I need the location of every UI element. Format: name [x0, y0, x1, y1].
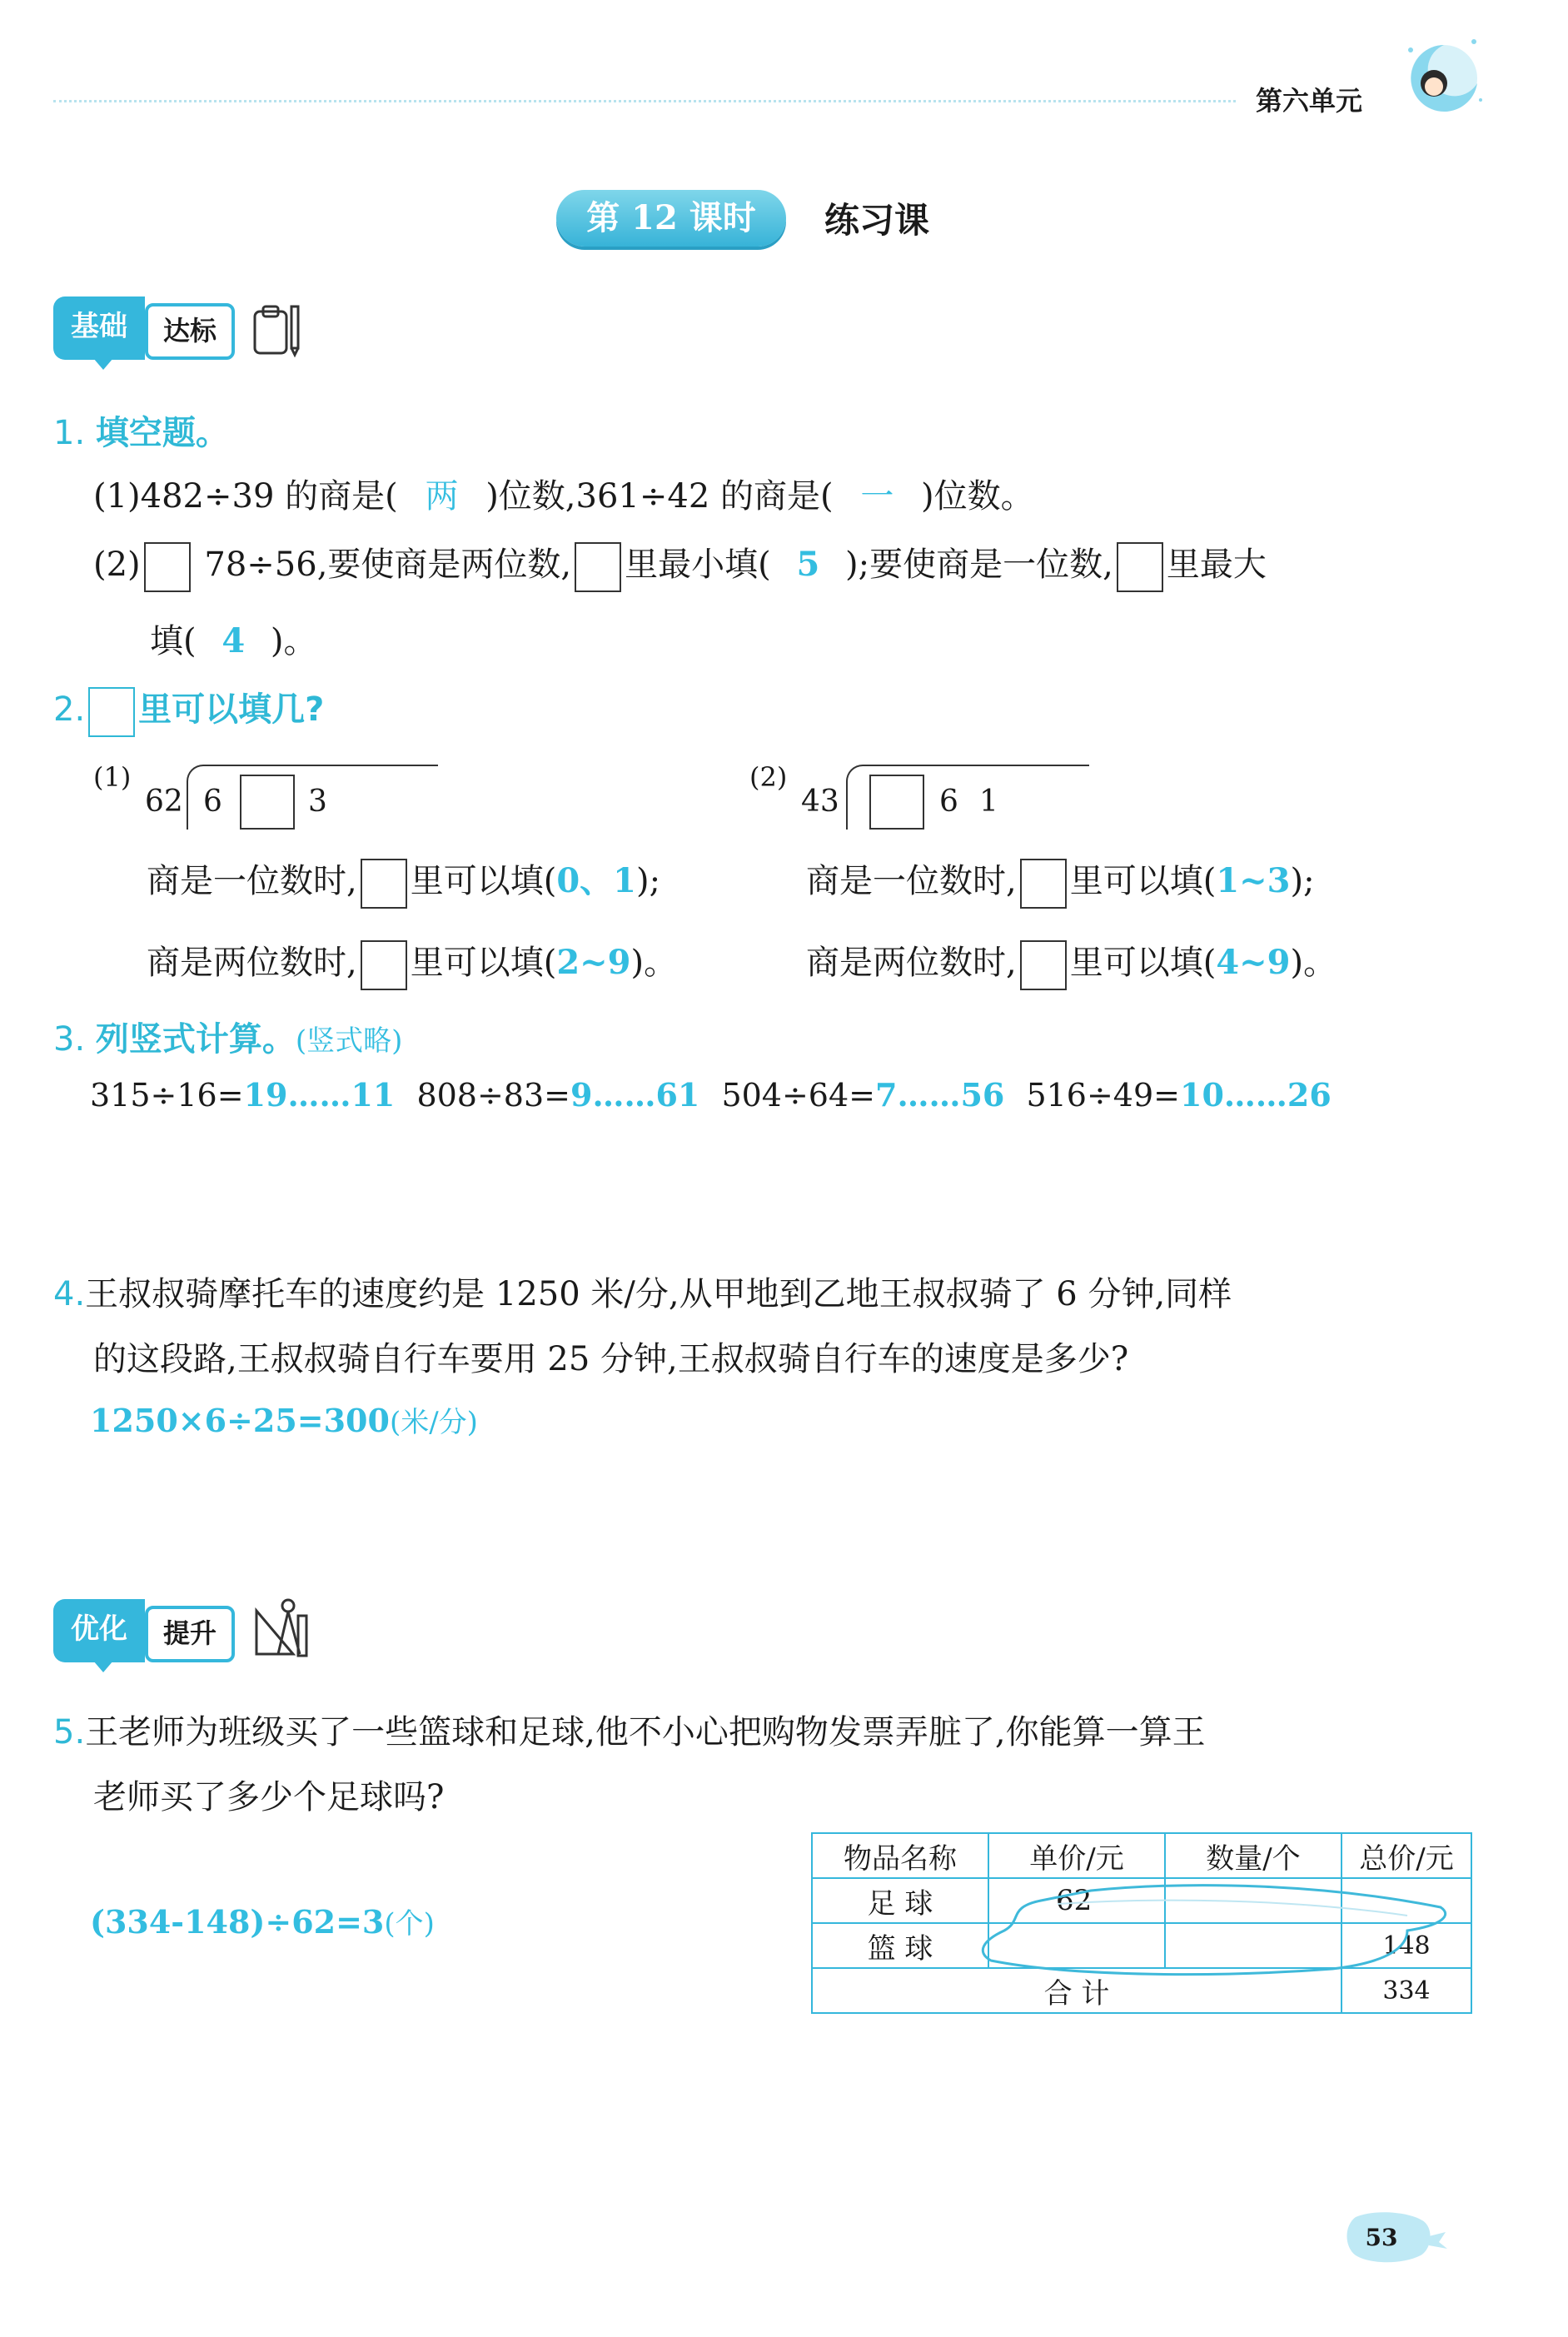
q2-a-label: (1) [93, 761, 132, 793]
q1-part2-text-c: 里最小填( [625, 546, 771, 584]
blank-box [1020, 940, 1067, 990]
q1-part2-text-e: 里最大 [1166, 546, 1267, 584]
page-number: 53 [1365, 2224, 1398, 2251]
q4-line1 [53, 1268, 1232, 1315]
q2-a-line1 [147, 855, 660, 909]
q4-text-line2: 的这段路,王叔叔骑自行车要用 25 分钟,王叔叔骑自行车的速度是多少? [93, 1340, 1129, 1378]
q2-b-digit3: 1 [979, 785, 998, 819]
q2-a-line2-end: )。 [630, 944, 678, 982]
q2-a-line1-end: ); [636, 862, 661, 900]
blank-box [361, 859, 407, 909]
section-tab-right: 提升 [145, 1606, 235, 1662]
table-cell-total: 334 [1342, 1968, 1471, 2013]
q3-item-expr: 808÷83= [416, 1077, 571, 1114]
q5-text-line2: 老师买了多少个足球吗? [93, 1778, 445, 1816]
ruler-compass-icon [250, 1594, 315, 1661]
moon-mascot-icon [1391, 25, 1491, 125]
q5-number: 5. [53, 1713, 86, 1752]
q2-b-line2-pre: 商是两位数时, [806, 944, 1017, 982]
q3-items [90, 1076, 1332, 1114]
section-tab-right: 达标 [145, 303, 235, 360]
q3-number: 3. [53, 1020, 86, 1059]
q2-b-digit2: 6 [939, 785, 958, 819]
smudge-scribble [974, 1879, 1449, 1982]
q1-part2-text-f: 填( [150, 622, 197, 660]
table-cell-price: 62 [988, 1878, 1165, 1923]
q2-b-answer1: 1~3 [1216, 861, 1291, 900]
q2-number: 2. [53, 690, 86, 729]
q2-a-digit1: 6 [203, 785, 222, 819]
q1-title: 填空题。 [95, 414, 229, 452]
q3-heading [53, 1013, 402, 1060]
table-header-cell: 物品名称 [812, 1833, 988, 1878]
q2-a-line2-post: 里可以填( [410, 944, 557, 982]
q1-part1 [93, 470, 1034, 517]
table-cell-name: 足 球 [812, 1878, 988, 1923]
table-cell-total: 148 [1342, 1923, 1471, 1968]
q1-number: 1. [53, 414, 86, 452]
q4-answer [90, 1399, 478, 1440]
q3-item-expr: 504÷64= [721, 1077, 876, 1114]
q1-part1-text-c: )位数。 [921, 477, 1034, 516]
blank-box [1020, 859, 1067, 909]
q1-part2-text-d: );要使商是一位数, [845, 546, 1113, 584]
q1-part2-answer1: 5 [796, 545, 820, 584]
q2-b-line2 [806, 936, 1337, 990]
section-tab-left: 优化 [53, 1599, 145, 1662]
clipboard-pencil-icon [248, 300, 306, 358]
q2-a-line2-pre: 商是两位数时, [147, 944, 357, 982]
table-cell-name: 篮 球 [812, 1923, 988, 1968]
section-tab-tail [93, 358, 113, 370]
q2-heading [53, 683, 324, 737]
q1-heading [53, 406, 229, 454]
q2-title: 里可以填几? [138, 690, 325, 729]
blank-box [88, 687, 135, 737]
blank-box [240, 775, 295, 830]
q2-b-label: (2) [749, 761, 788, 793]
q3-item-expr: 315÷16= [90, 1077, 244, 1114]
q2-a-answer1: 0、1 [556, 861, 636, 900]
blank-box [575, 542, 621, 592]
q2-b-line2-post: 里可以填( [1069, 944, 1217, 982]
q1-part2 [93, 538, 1267, 592]
q2-a-line1-pre: 商是一位数时, [147, 862, 357, 900]
q2-a-divisor: 62 [145, 785, 183, 819]
q2-b-line1-pre: 商是一位数时, [806, 862, 1017, 900]
blank-box [361, 940, 407, 990]
blank-box [144, 542, 191, 592]
q1-part2-cont [150, 615, 317, 662]
table-cell-name: 合 计 [812, 1968, 1342, 2013]
section-tab-left: 基础 [53, 296, 145, 360]
q2-a-digit3: 3 [308, 785, 327, 819]
q4-number: 4. [53, 1275, 86, 1313]
q5-answer [90, 1901, 435, 1941]
q4-answer-unit: (米/分) [389, 1406, 478, 1439]
q1-part1-text-b: )位数,361÷42 的商是( [485, 477, 834, 516]
q3-item-answer: 19……11 [243, 1076, 396, 1114]
q1-part2-text-g: )。 [270, 622, 317, 660]
blank-box [869, 775, 924, 830]
table-header-row [812, 1833, 1471, 1878]
section-tab-tail [93, 1661, 113, 1672]
unit-title: 第六单元 [1256, 85, 1363, 117]
q3-note: (竖式略) [295, 1024, 403, 1058]
table-header-cell: 数量/个 [1165, 1833, 1342, 1878]
q4-text-line1: 王叔叔骑摩托车的速度约是 1250 米/分,从甲地到乙地王叔叔骑了 6 分钟,同样 [85, 1275, 1232, 1313]
q4-answer-expr: 1250×6÷25=300 [90, 1402, 390, 1439]
q1-part2-answer2: 4 [222, 621, 246, 660]
q5-answer-expr: (334-148)÷62=3 [90, 1903, 385, 1941]
q2-b-line1-post: 里可以填( [1069, 862, 1217, 900]
q2-b-answer2: 4~9 [1216, 943, 1291, 982]
q3-item-answer: 7……56 [875, 1076, 1005, 1114]
q2-b-line1-end: ); [1290, 862, 1315, 900]
q3-title: 列竖式计算。 [95, 1020, 296, 1059]
blank-box [1117, 542, 1163, 592]
q5-text-line1: 王老师为班级买了一些篮球和足球,他不小心把购物发票弄脏了,你能算一算王 [85, 1713, 1206, 1752]
header-divider [53, 100, 1236, 102]
q1-part2-text-b: 78÷56,要使商是两位数, [204, 546, 572, 584]
q3-item-answer: 9……61 [570, 1076, 700, 1114]
q5-line1 [53, 1706, 1206, 1753]
q2-b-line2-end: )。 [1290, 944, 1337, 982]
q2-a-answer2: 2~9 [556, 943, 631, 982]
q1-part1-text-a: (1)482÷39 的商是( [93, 477, 398, 516]
lesson-title: 练习课 [824, 200, 930, 241]
q1-part2-label: (2) [93, 546, 141, 584]
q2-a-line2 [147, 936, 677, 990]
q5-answer-unit: (个) [384, 1907, 435, 1941]
table-header-cell: 单价/元 [988, 1833, 1165, 1878]
lesson-number-badge: 第 12 课时 [556, 190, 786, 247]
q2-a-line1-post: 里可以填( [410, 862, 557, 900]
q1-part1-answer2: 一 [860, 477, 894, 516]
q1-part1-answer1: 两 [425, 477, 459, 516]
table-header-cell: 总价/元 [1342, 1833, 1471, 1878]
q2-b-divisor: 43 [801, 785, 839, 819]
q3-item-expr: 516÷49= [1026, 1077, 1181, 1114]
q2-b-line1 [806, 855, 1315, 909]
q3-item-answer: 10……26 [1180, 1076, 1332, 1114]
